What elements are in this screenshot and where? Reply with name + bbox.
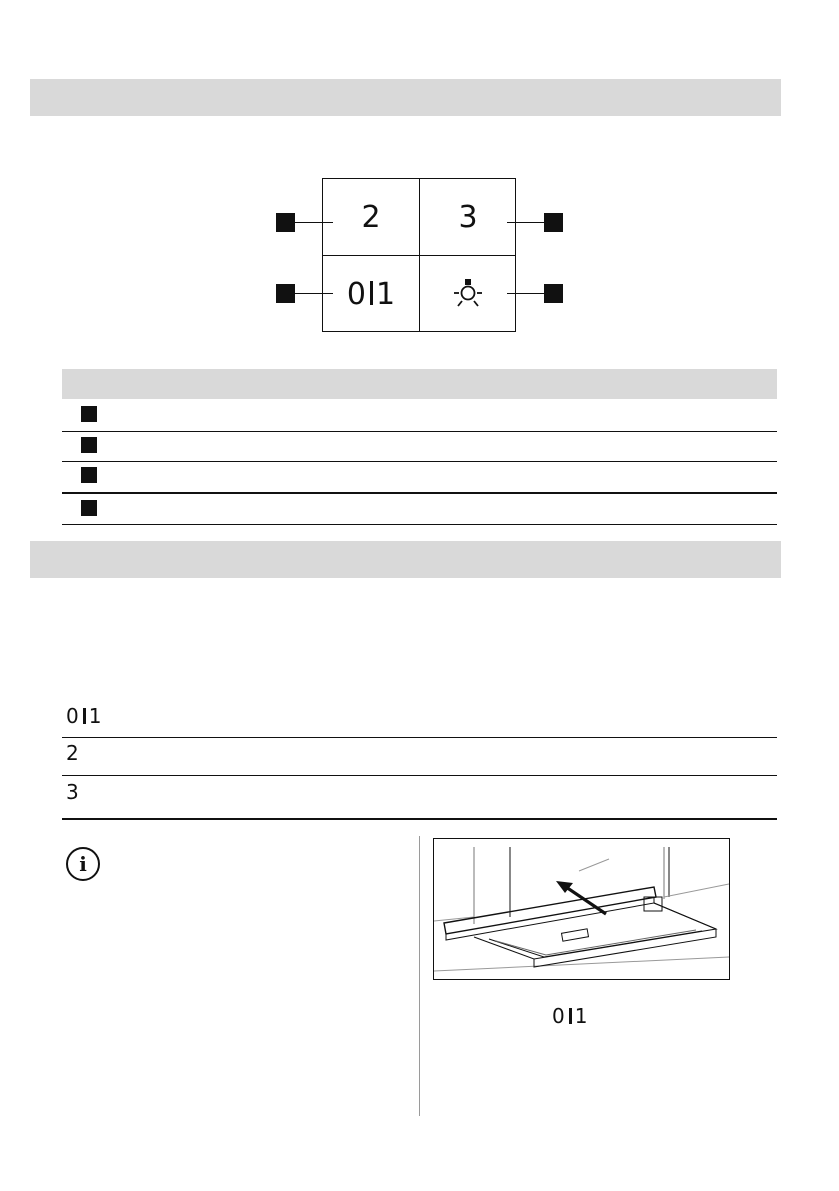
operation-row-divider-2 [62,775,777,776]
legend-marker-1 [81,406,97,422]
speed-3-button[interactable] [420,179,516,255]
callout-marker-speed-3 [544,213,563,232]
operation-row-speed-2-symbol: 2 [66,741,79,765]
operation-on-off-right: 1 [88,704,102,728]
operation-table-bottom-rule [62,818,777,820]
on-off-label-left: 0 [346,276,366,312]
light-bulb-icon [450,276,486,312]
callout-leader-speed-2 [295,222,333,223]
legend-table-header [62,369,777,399]
on-off-pipe [370,281,373,304]
on-off-label [347,277,395,312]
hood-illustration [433,838,730,980]
legend-marker-2 [81,437,97,453]
section-header-bar-2 [30,541,781,578]
legend-row-divider-2 [62,461,777,462]
pull-out-hood-drawing [434,839,729,979]
speed-3-label: 3 [458,199,478,235]
callout-leader-speed-3 [507,222,545,223]
light-button[interactable] [420,256,516,332]
callout-marker-light [544,284,563,303]
legend-marker-3 [81,467,97,483]
callout-leader-light [507,293,545,294]
info-icon [66,847,100,881]
operation-row-on-off-symbol [66,704,101,728]
operation-on-off-left: 0 [66,704,79,728]
info-glyph: i [79,852,87,876]
operation-row-divider-1 [62,737,777,738]
on-off-button[interactable] [323,256,419,332]
caption-on-off-left: 0 [552,1004,565,1028]
legend-row-divider-3 [62,492,777,494]
operation-on-off-pipe [83,708,86,724]
speed-2-button[interactable] [323,179,419,255]
caption-on-off-right: 1 [574,1004,588,1028]
control-panel-diagram [322,178,516,332]
legend-table-bottom-rule [62,524,777,525]
column-divider [419,836,420,1116]
callout-leader-on-off [295,293,333,294]
callout-marker-on-off [276,284,295,303]
operation-row-speed-3-symbol: 3 [66,780,79,804]
callout-marker-speed-2 [276,213,295,232]
on-off-label-right: 1 [376,276,396,312]
legend-marker-4 [81,500,97,516]
speed-2-label: 2 [361,199,381,235]
section-header-bar-1 [30,79,781,116]
illustration-caption-on-off-symbol [552,1004,587,1028]
caption-on-off-pipe [569,1008,572,1024]
legend-row-divider-1 [62,431,777,432]
